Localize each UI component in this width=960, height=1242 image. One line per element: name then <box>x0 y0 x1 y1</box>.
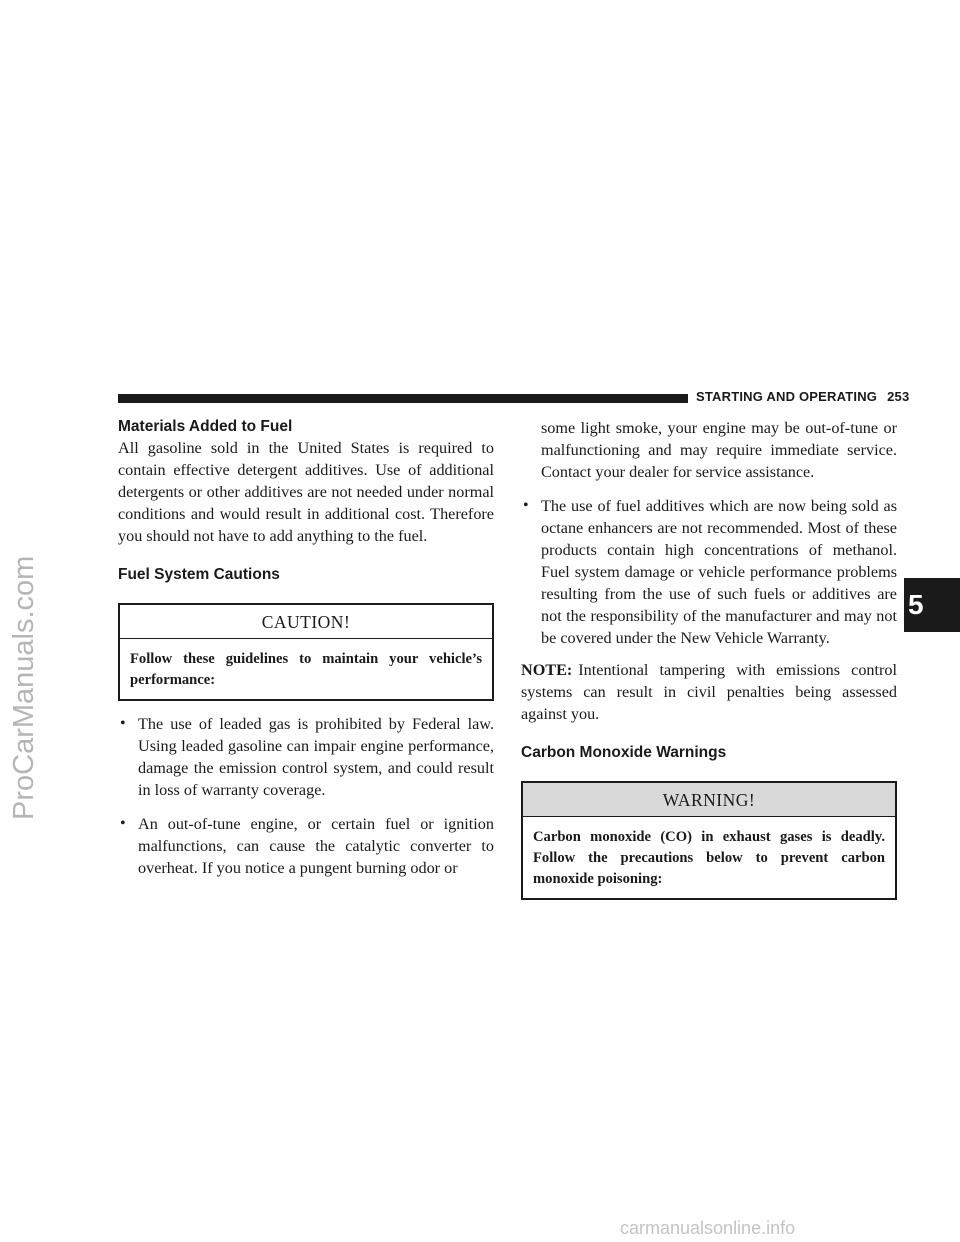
right-column <box>521 417 897 900</box>
caution-box <box>118 603 494 701</box>
note-label: NOTE: <box>521 661 573 679</box>
chapter-tab: 5 <box>904 578 960 632</box>
bullet-text-fuel-additives: The use of fuel additives which are now being sold as octane enhancers are not recommended. Most of these products contain high concentrations of methanol. Fuel system damage or vehicle performance problems resulting from the use of such fuels or additives are not the responsibility of the manufacturer and may not be covered under the New Vehicle Warranty. <box>541 497 897 647</box>
bullet-marker: • <box>120 815 126 832</box>
left-column <box>118 417 494 879</box>
warning-body: Carbon monoxide (CO) in exhaust gases is deadly. Follow the precautions below to prevent carbon monoxide poisoning: <box>533 829 885 887</box>
bullet-text-leaded-gas: The use of leaded gas is prohibited by Federal law. Using leaded gasoline can impair engine performance, damage the emission control system, and could result in loss of warranty coverage. <box>138 715 494 799</box>
page-number: 253 <box>887 389 910 404</box>
list-item <box>118 813 494 879</box>
heading-materials-added: Materials Added to Fuel <box>118 418 293 435</box>
heading-carbon-monoxide: Carbon Monoxide Warnings <box>521 744 727 761</box>
section-title: STARTING AND OPERATING <box>696 389 878 404</box>
header-rule <box>118 394 688 403</box>
bullet-marker: • <box>120 715 126 732</box>
heading-fuel-system-cautions: Fuel System Cautions <box>118 566 280 583</box>
list-item <box>118 713 494 801</box>
note-text: Intentional tampering with emissions control systems can result in civil penalties being assessed against you. <box>521 661 897 723</box>
caution-body: Follow these guidelines to maintain your vehicle’s performance: <box>130 651 482 688</box>
bullet-marker: • <box>523 497 529 514</box>
bullet-continuation: some light smoke, your engine may be out-of-tune or malfunctioning and may require immediate service. Contact your dealer for service assistance. <box>541 419 897 481</box>
warning-box <box>521 781 897 900</box>
running-header <box>696 389 909 404</box>
watermark-side: ProCarManuals.com <box>8 555 40 820</box>
watermark-bottom: carmanualsonline.info <box>620 1218 796 1238</box>
list-item <box>521 495 897 649</box>
note-paragraph <box>521 659 897 725</box>
caution-title: CAUTION! <box>120 605 492 639</box>
warning-title: WARNING! <box>523 783 895 817</box>
paragraph-detergent: All gasoline sold in the United States is required to contain effective detergent additives. Use of additional detergents or other additives are not needed under normal conditions and would result in additional cost. Therefore you should not have to add anything to the fuel. <box>118 439 494 545</box>
bullet-text-out-of-tune: An out-of-tune engine, or certain fuel or ignition malfunctions, can cause the catalytic converter to overheat. If you notice a pungent burning odor or <box>138 815 494 877</box>
